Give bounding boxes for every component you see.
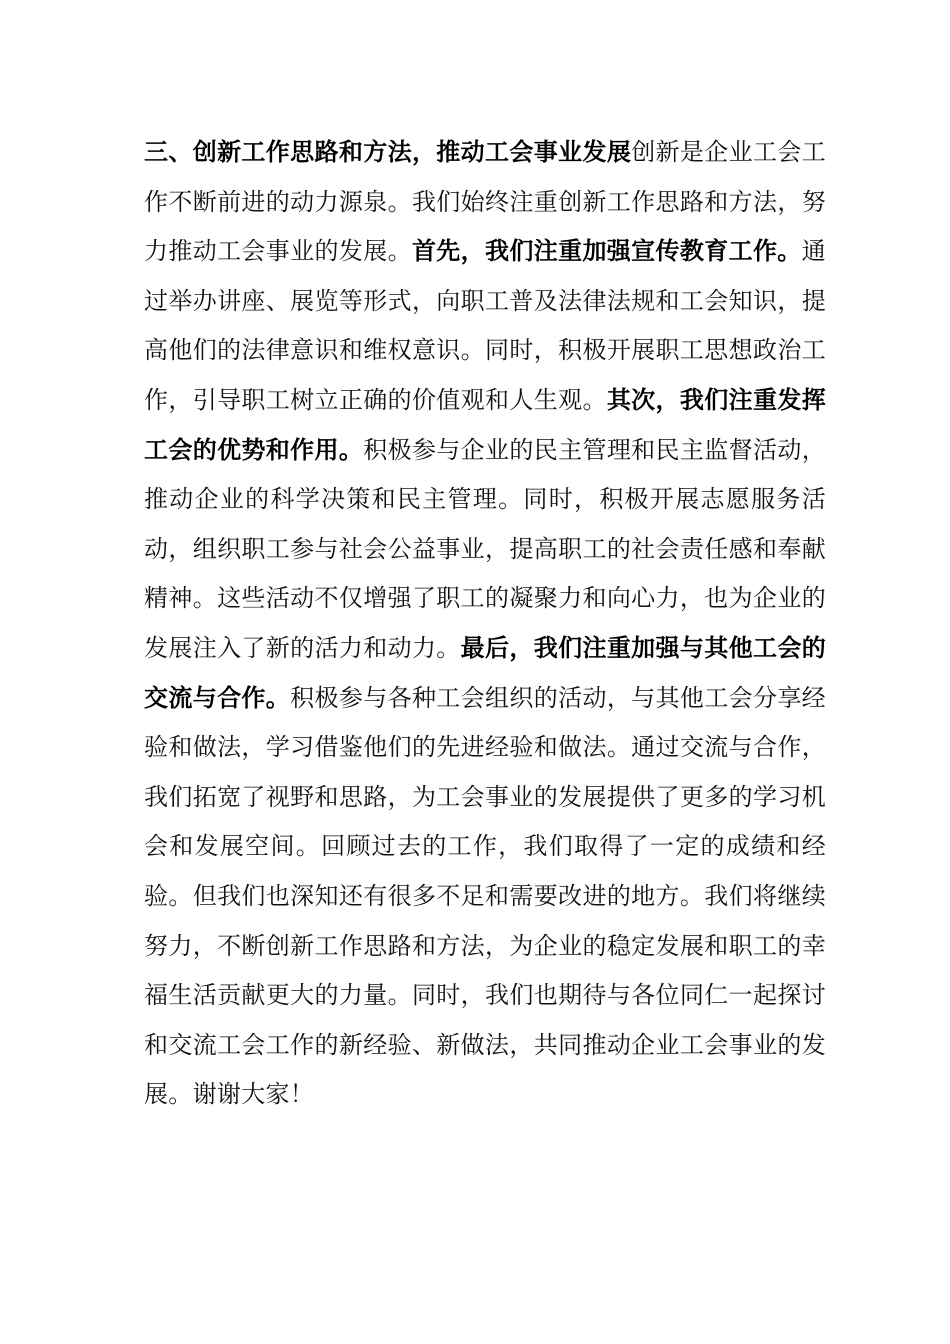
paragraph-text: 通过举办讲座、展览等形式，向职工普及法律法规和工会知识，提高他们的法律意识和维权意识。同时，积极开展职工思想政治工作，引导职工树立正确的价值观和人生观。 [144, 237, 826, 414]
body-paragraph [144, 128, 826, 1120]
paragraph-text: 积极参与各种工会组织的活动，与其他工会分享经验和做法，学习借鉴他们的先进经验和做法。通过交流与合作，我们拓宽了视野和思路，为工会事业的发展提供了更多的学习机会和发展空间。回顾过去的工作，我们取得了一定的成绩和经验。但我们也深知还有很多不足和需要改进的地方。我们将继续努力，不断创新工作思路和方法，为企业的稳定发展和职工的幸福生活贡献更大的力量。同时，我们也期待与各位同仁一起探讨和交流工会工作的新经验、新做法，共同推动企业工会事业的发展。谢谢大家！ [144, 683, 826, 1109]
paragraph-text: 积极参与企业的民主管理和民主监督活动，推动企业的科学决策和民主管理。同时，积极开展志愿服务活动，组织职工参与社会公益事业，提高职工的社会责任感和奉献精神。这些活动不仅增强了职工的凝聚力和向心力，也为企业的发展注入了新的活力和动力。 [144, 435, 826, 662]
point-heading-second: 其次，我们注重发挥工会的优势和作用。 [144, 385, 826, 464]
section-heading: 三、创新工作思路和方法，推动工会事业发展 [144, 138, 632, 166]
point-heading-first: 首先，我们注重加强宣传教育工作。 [411, 237, 802, 266]
point-heading-last: 最后，我们注重加强与其他工会的交流与合作。 [144, 633, 826, 712]
paragraph-text: 创新是企业工会工作不断前进的动力源泉。我们始终注重创新工作思路和方法，努力推动工会事业的发展。 [144, 138, 827, 266]
